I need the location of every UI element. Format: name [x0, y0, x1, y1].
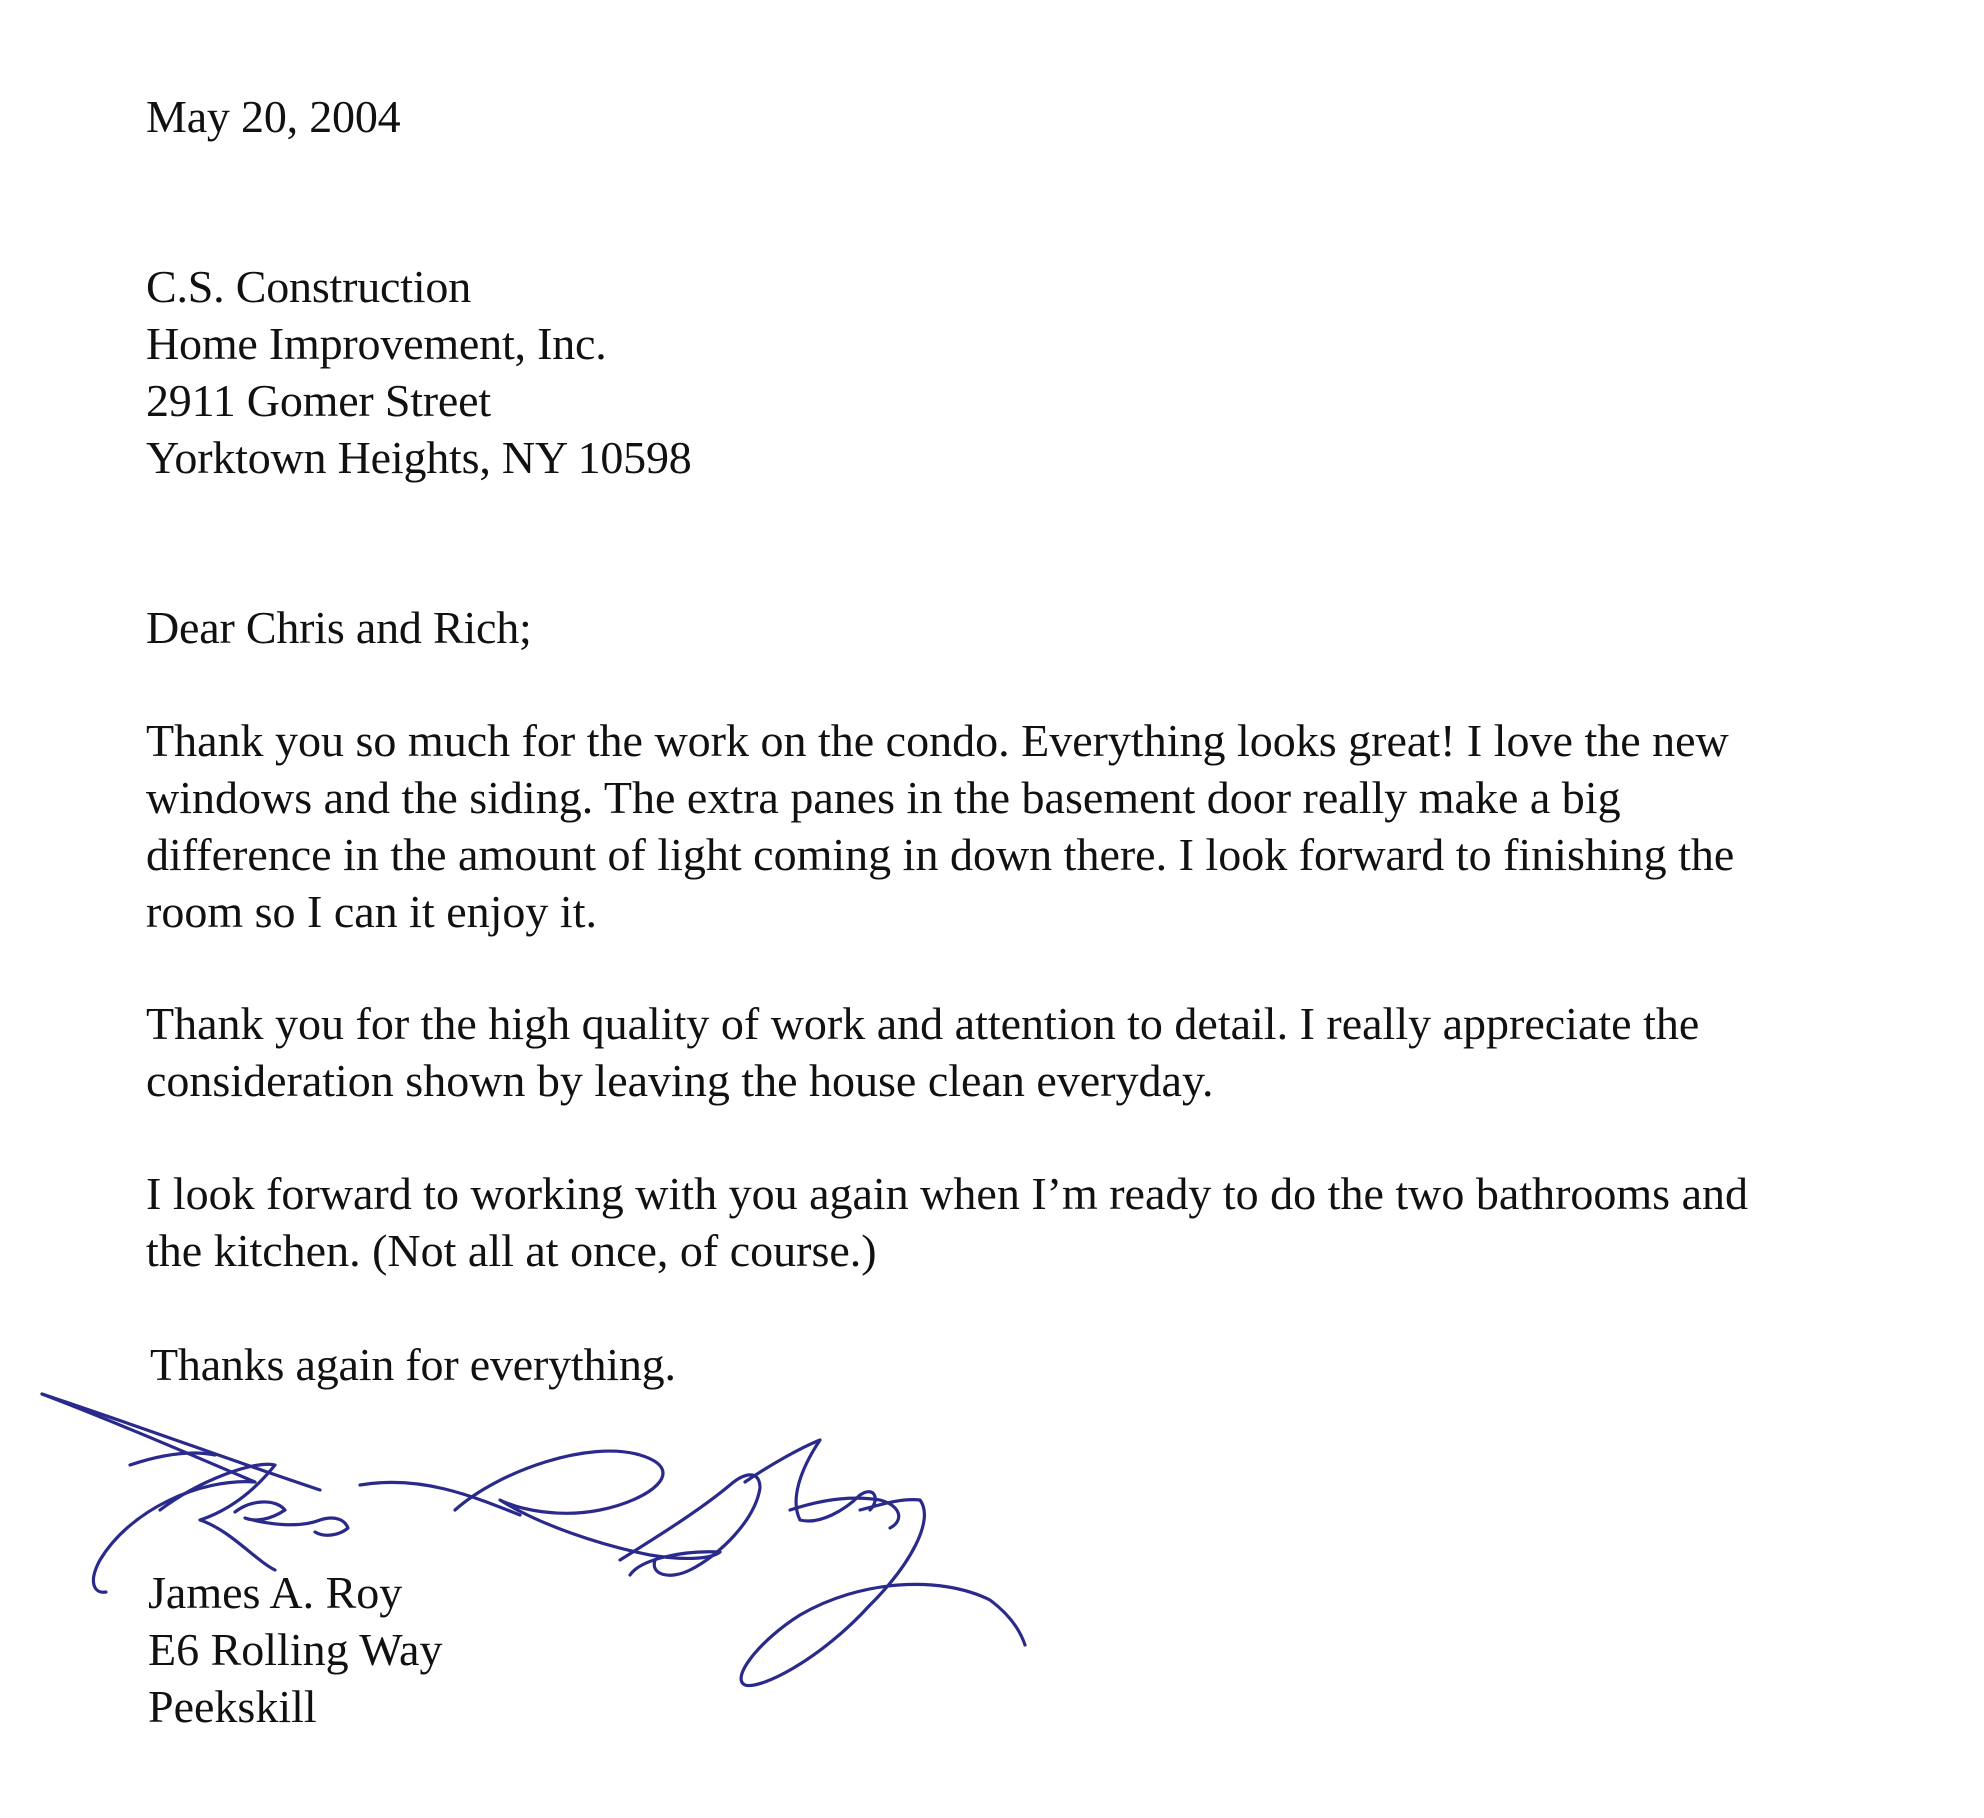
sender-block [148, 1564, 442, 1735]
salutation: Dear Chris and Rich; [146, 602, 532, 653]
body-paragraph-1-line: difference in the amount of light coming in down there. I look forward to finishing the [146, 829, 1735, 880]
body-paragraph-1-line: Thank you so much for the work on the condo. Everything looks great! I love the new [146, 715, 1729, 766]
sender-city: Peekskill [148, 1681, 317, 1732]
body-paragraph-3 [146, 1165, 1866, 1279]
body-paragraph-2 [146, 995, 1866, 1109]
body-paragraph-3-line: I look forward to working with you again when I’m ready to do the two bathrooms and [146, 1168, 1748, 1219]
recipient-line-2: Home Improvement, Inc. [146, 318, 607, 369]
sender-street: E6 Rolling Way [148, 1624, 443, 1675]
body-paragraph-1 [146, 712, 1866, 940]
body-paragraph-1-line: windows and the siding. The extra panes in the basement door really make a big [146, 772, 1621, 823]
body-paragraph-2-line: consideration shown by leaving the house clean everyday. [146, 1055, 1214, 1106]
recipient-line-1: C.S. Construction [146, 261, 472, 312]
body-paragraph-3-line: the kitchen. (Not all at once, of course.) [146, 1225, 877, 1276]
recipient-line-4: Yorktown Heights, NY 10598 [146, 432, 692, 483]
recipient-line-3: 2911 Gomer Street [146, 375, 491, 426]
sender-name: James A. Roy [148, 1567, 403, 1618]
body-paragraph-2-line: Thank you for the high quality of work and attention to detail. I really appreciate the [146, 998, 1700, 1049]
closing-line: Thanks again for everything. [150, 1339, 676, 1390]
body-paragraph-1-line: room so I can it enjoy it. [146, 886, 597, 937]
letter-date: May 20, 2004 [146, 91, 401, 142]
